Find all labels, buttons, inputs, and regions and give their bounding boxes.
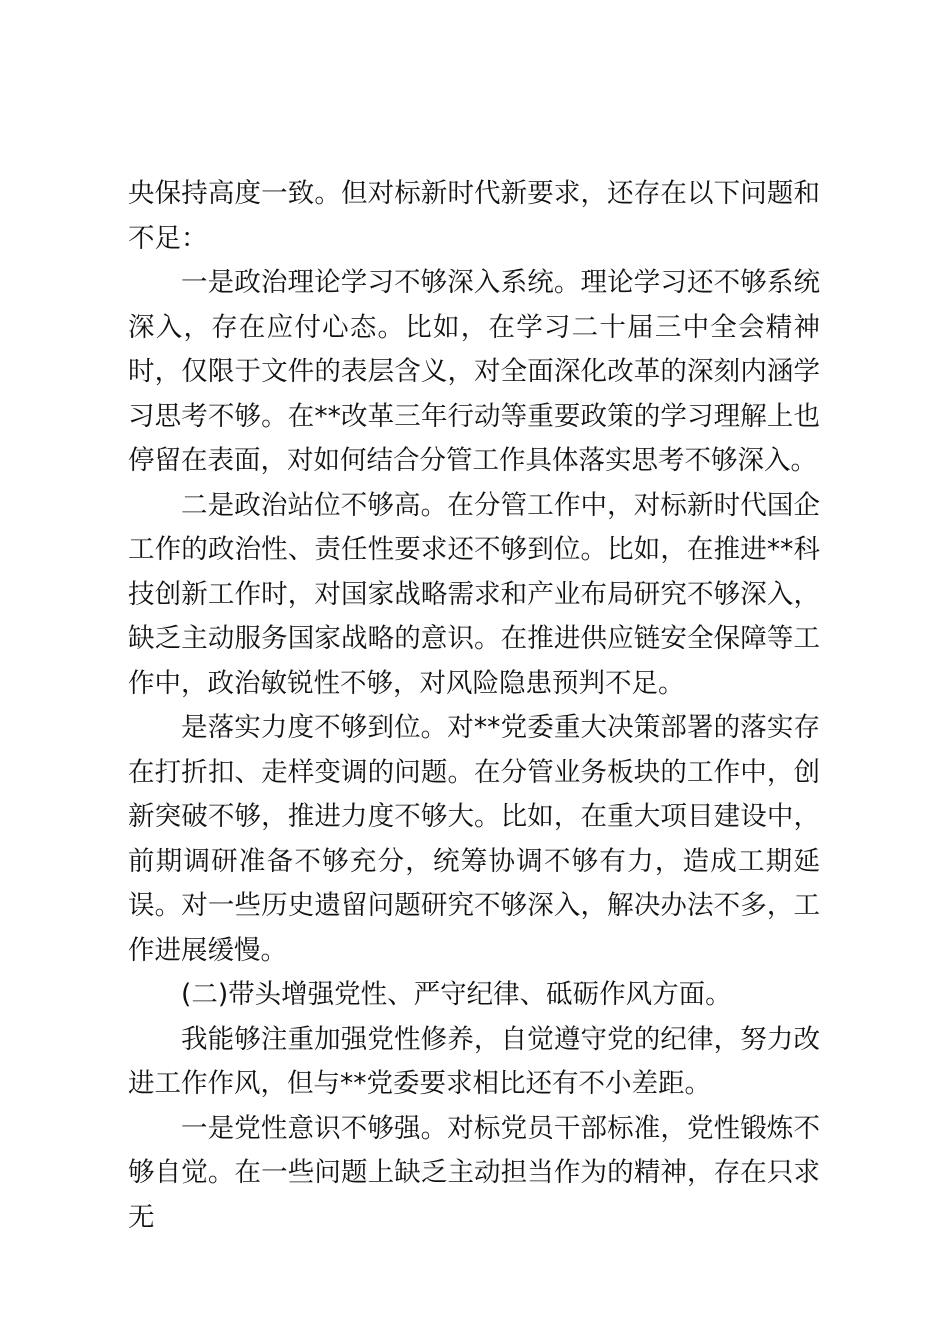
document-body bbox=[128, 172, 820, 1240]
paragraph-party-spirit-intro: 我能够注重加强党性修养，自觉遵守党的纪律，努力改进工作作风，但与**党委要求相比还有不小差距。 bbox=[128, 1023, 820, 1099]
paragraph-party-awareness: 一是党性意识不够强。对标党员干部标准，党性锻炼不够自觉。在一些问题上缺乏主动担当作为的精神，存在只求无 bbox=[128, 1112, 820, 1233]
paragraph-continuation: 央保持高度一致。但对标新时代新要求，还存在以下问题和不足： bbox=[128, 178, 820, 254]
paragraph-theory-study: 一是政治理论学习不够深入系统。理论学习还不够系统深入，存在应付心态。比如，在学习二十届三中全会精神时，仅限于文件的表层含义，对全面深化改革的深刻内涵学习思考不够。在**改革三年行动等重要政策的学习理解上也停留在表面，对如何结合分管工作具体落实思考不够深入。 bbox=[128, 267, 820, 476]
paragraph-implementation: 是落实力度不够到位。对**党委重大决策部署的落实存在打折扣、走样变调的问题。在分管业务板块的工作中，创新突破不够，推进力度不够大。比如，在重大项目建设中，前期调研准备不够充分，统筹协调不够有力，造成工期延误。对一些历史遗留问题研究不够深入，解决办法不多，工作进展缓慢。 bbox=[128, 712, 820, 966]
paragraph-political-stance: 二是政治站位不够高。在分管工作中，对标新时代国企工作的政治性、责任性要求还不够到位。比如，在推进**科技创新工作时，对国家战略需求和产业布局研究不够深入，缺乏主动服务国家战略的意识。在推进供应链安全保障等工作中，政治敏锐性不够，对风险隐患预判不足。 bbox=[128, 489, 820, 699]
section-heading: (二)带头增强党性、严守纪律、砥砺作风方面。 bbox=[181, 979, 732, 1010]
